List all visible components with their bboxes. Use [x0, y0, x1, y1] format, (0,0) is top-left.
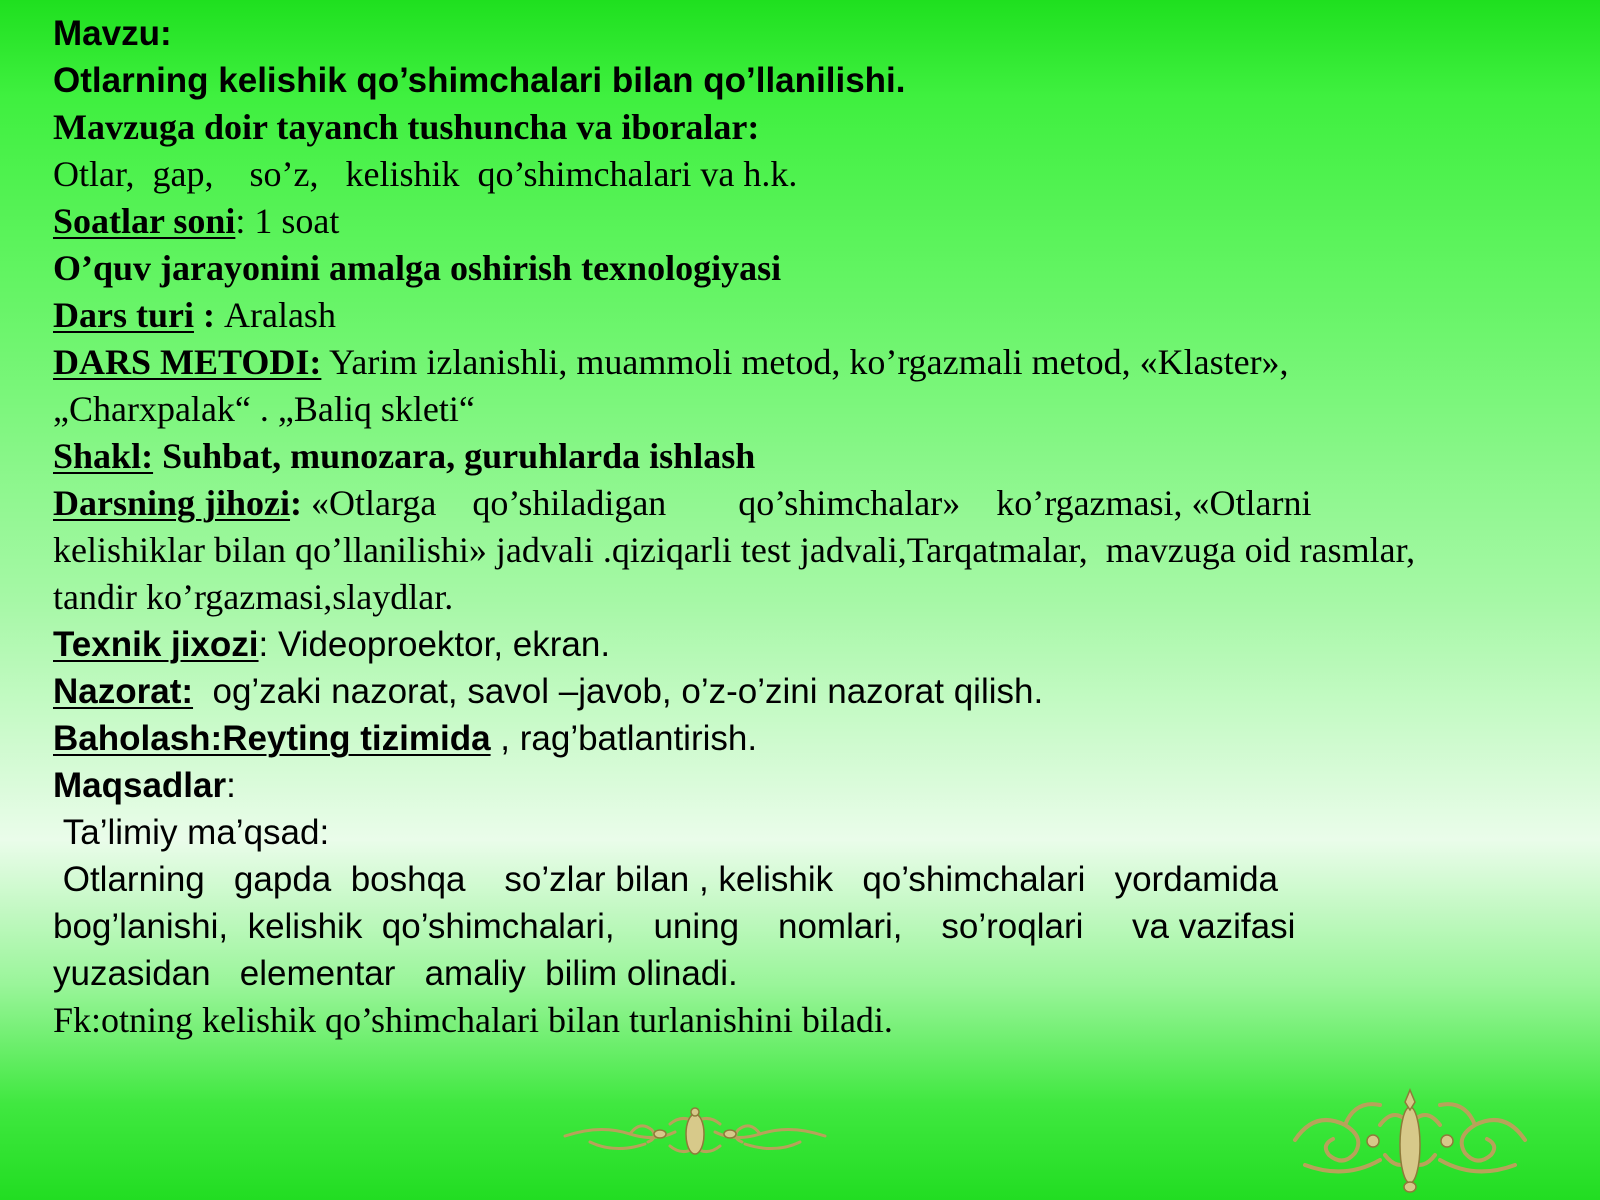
method-label: DARS METODI: [53, 342, 322, 382]
topic-label-text: Mavzu: [53, 14, 172, 53]
edu-goal-label-line [53, 809, 1588, 856]
form-label: Shakl: [53, 436, 154, 476]
edu-goal-text-2: bog’lanishi, kelishik qo’shimchalari, uning nomlari, so’roqlari va vazifasi [53, 907, 1296, 946]
hours-line [53, 198, 1588, 245]
edu-goal-line-1 [53, 856, 1588, 903]
fk-text: Fk:otning kelishik qo’shimchalari bilan turlanishini biladi. [53, 1000, 893, 1040]
edu-goal-text-1: Otlarning gapda boshqa so’zlar bilan , kelishik qo’shimchalari yordamida [53, 860, 1278, 899]
key-terms-heading-text: Mavzuga doir tayanch tushuncha va iboralar: [53, 107, 760, 147]
lesson-type-value: Aralash [223, 295, 336, 335]
key-terms-text: Otlar, gap, so’z, kelishik qo’shimchalari va h.k. [53, 154, 798, 194]
method-value: Yarim izlanishli, muammoli metod, ko’rgazmali metod, «Klaster», [321, 342, 1289, 382]
tech-label: Texnik jixozi [53, 625, 259, 664]
goals-colon: : [226, 766, 236, 805]
grading-value: , rag’batlantirish. [490, 719, 758, 758]
technology-heading-text: O’quv jarayonini amalga oshirish texnologiyasi [53, 248, 782, 288]
equipment-line-2 [53, 527, 1588, 574]
edu-goal-label: Ta’limiy ma’qsad: [53, 813, 330, 852]
lesson-type-line [53, 292, 1588, 339]
goals-line [53, 762, 1588, 809]
equipment-value-2: kelishiklar bilan qo’llanilishi» jadvali .qiziqarli test jadvali,Tarqatmalar, mavzuga oid rasmlar, [53, 530, 1416, 570]
edu-goal-line-3 [53, 950, 1588, 997]
equipment-value: «Otlarga qo’shiladigan qo’shimchalar» ko’rgazmasi, «Otlarni [302, 483, 1312, 523]
equipment-line-3 [53, 574, 1588, 621]
topic-label [53, 10, 1588, 57]
hours-value: : 1 soat [235, 201, 340, 241]
method-value-2: „Charxpalak“ . „Baliq skleti“ [53, 389, 475, 429]
control-label: Nazorat: [53, 672, 194, 711]
key-terms [53, 151, 1588, 198]
grading-label: Baholash:Reyting tizimida [53, 719, 491, 758]
lesson-type-colon: : [193, 295, 224, 335]
equipment-label: Darsning jihozi [53, 483, 291, 523]
topic-title [53, 57, 1588, 104]
lesson-type-label: Dars turi [53, 295, 194, 335]
gold-scroll-ornament-icon [560, 1104, 830, 1164]
form-value: Suhbat, munozara, guruhlarda ishlash [153, 436, 756, 476]
form-line [53, 433, 1588, 480]
lesson-plan-document [53, 10, 1588, 1044]
key-terms-heading [53, 104, 1588, 151]
equipment-line [53, 480, 1588, 527]
method-line [53, 339, 1588, 386]
edu-goal-text-3: yuzasidan elementar amaliy bilim olinadi. [53, 954, 738, 993]
hours-label: Soatlar soni [53, 201, 236, 241]
goals-label: Maqsadlar [53, 766, 227, 805]
control-line [53, 668, 1588, 715]
fk-line [53, 997, 1588, 1044]
tech-value: : Videoproektor, ekran. [258, 625, 611, 664]
tech-line [53, 621, 1588, 668]
edu-goal-line-2 [53, 903, 1588, 950]
gold-scroll-ornament-icon [1285, 1085, 1535, 1195]
topic-title-text: Otlarning kelishik qo’shimchalari bilan qo’llanilishi. [53, 61, 906, 100]
technology-heading [53, 245, 1588, 292]
equipment-value-3: tandir ko’rgazmasi,slaydlar. [53, 577, 454, 617]
control-value: og’zaki nazorat, savol –javob, o’z-o’zini nazorat qilish. [193, 672, 1044, 711]
method-line-2 [53, 386, 1588, 433]
equipment-colon: : [290, 483, 303, 523]
grading-line [53, 715, 1588, 762]
